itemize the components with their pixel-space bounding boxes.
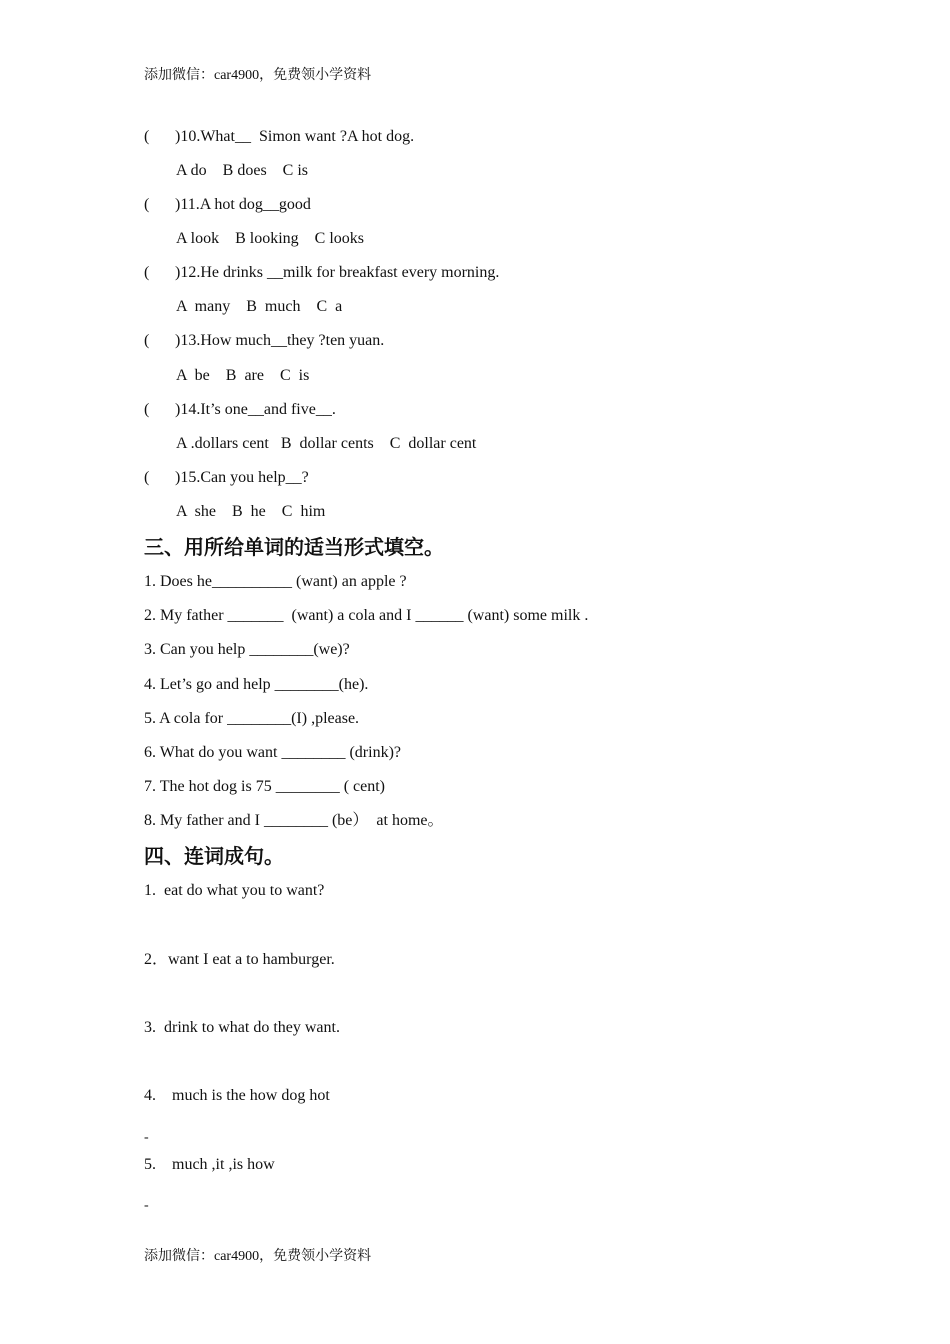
question-text: )10.What__ Simon want ?A hot dog. xyxy=(175,128,415,145)
answer-paren[interactable]: ( xyxy=(144,332,150,349)
section-3-heading: 三、用所给单词的适当形式填空。 xyxy=(144,535,444,559)
mc-question-15 xyxy=(144,468,309,488)
mc-options-12: A many B much C a xyxy=(176,298,343,315)
page-header: 添加微信：car4900，免费领小学资料 xyxy=(144,68,372,83)
mc-question-14 xyxy=(144,400,336,420)
fill-item-6: 6. What do you want ________ (drink)? xyxy=(144,744,401,761)
mc-options-15: A she B he C him xyxy=(176,503,326,520)
question-text: )15.Can you help__? xyxy=(175,469,309,486)
question-text: )14.It’s one__and five__. xyxy=(175,401,336,418)
section-4-heading: 四、连词成句。 xyxy=(144,844,284,868)
mc-options-14: A .dollars cent B dollar cents C dollar cent xyxy=(176,435,477,452)
answer-paren[interactable]: ( xyxy=(144,128,150,145)
mc-options-10: A do B does C is xyxy=(176,162,309,179)
fill-item-5: 5. A cola for ________(I) ,please. xyxy=(144,710,360,727)
reorder-item-2: 2．want I eat a to hamburger. xyxy=(144,951,335,968)
page-footer: 添加微信：car4900，免费领小学资料 xyxy=(144,1249,372,1264)
answer-paren[interactable]: ( xyxy=(144,264,150,281)
fill-item-7: 7. The hot dog is 75 ________ ( cent) xyxy=(144,778,386,795)
mc-question-11 xyxy=(144,195,311,215)
mc-question-12 xyxy=(144,263,499,283)
reorder-item-4: 4. much is the how dog hot xyxy=(144,1087,330,1104)
question-text: )12.He drinks __milk for breakfast every morning. xyxy=(175,264,500,281)
reorder-item-5: 5. much ,it ,is how xyxy=(144,1156,275,1173)
fill-item-1: 1. Does he__________ (want) an apple ? xyxy=(144,573,407,590)
answer-dash: - xyxy=(144,1198,149,1213)
fill-item-2: 2. My father _______ (want) a cola and I ______ (want) some milk . xyxy=(144,607,589,624)
question-text: )11.A hot dog__good xyxy=(175,196,311,213)
mc-question-13 xyxy=(144,331,384,351)
mc-options-11: A look B looking C looks xyxy=(176,230,365,247)
fill-item-8: 8. My father and I ________ (be） at home。 xyxy=(144,812,444,829)
mc-question-10 xyxy=(144,127,414,147)
answer-paren[interactable]: ( xyxy=(144,196,150,213)
answer-paren[interactable]: ( xyxy=(144,401,150,418)
answer-dash: - xyxy=(144,1130,149,1145)
fill-item-3: 3. Can you help ________(we)? xyxy=(144,641,350,658)
fill-item-4: 4. Let’s go and help ________(he). xyxy=(144,676,369,693)
question-text: )13.How much__they ?ten yuan. xyxy=(175,332,385,349)
reorder-item-1: 1. eat do what you to want? xyxy=(144,882,325,899)
reorder-item-3: 3. drink to what do they want. xyxy=(144,1019,340,1036)
mc-options-13: A be B are C is xyxy=(176,367,310,384)
answer-paren[interactable]: ( xyxy=(144,469,150,486)
